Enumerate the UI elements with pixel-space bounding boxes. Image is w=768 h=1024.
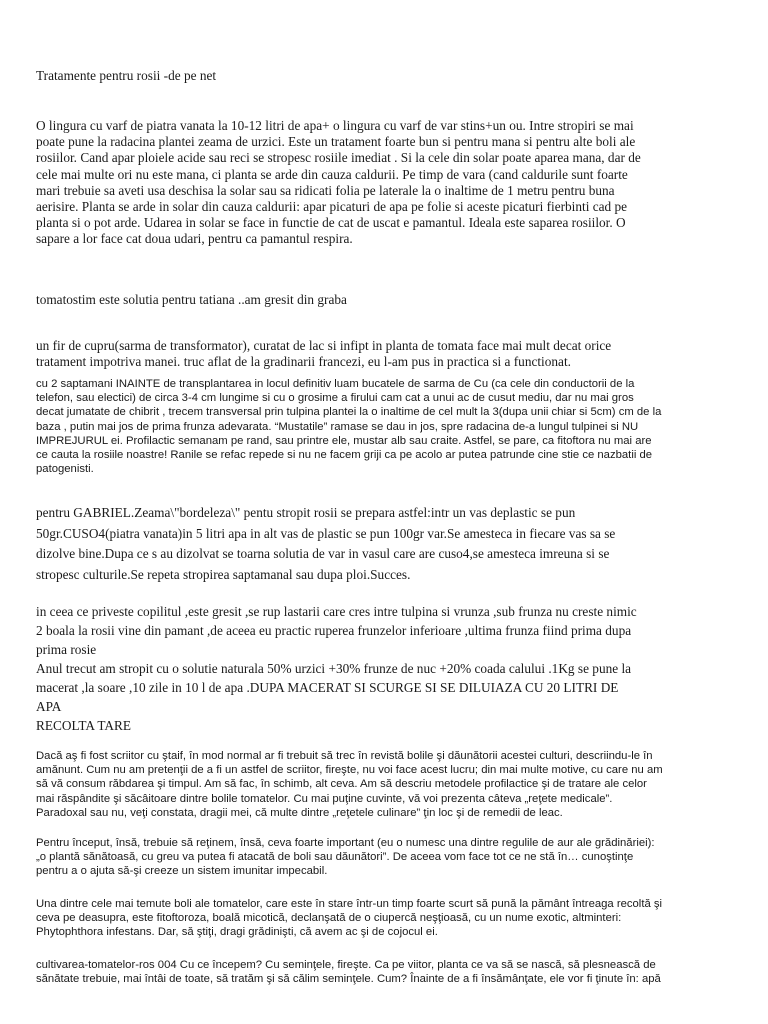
paragraph-zeama-bordeleza xyxy=(36,503,738,585)
text-line: Dacă aş fi fost scriitor cu ştaif, în mod normal ar fi trebuit să trec în revistă bolile şi dăunătorii acestei culturi, descriindu-le în xyxy=(36,750,653,762)
text-line: baza , putin mai jos de prima frunza adevarata. “Mustatile” ramase se dau in jos, spre radacina de-a lungul tulpinei si NU xyxy=(36,420,639,433)
text-line: Phytophthora infestans. Dar, să ştiţi, dragi grădinişti, că avem ac şi de cojocul ei. xyxy=(36,926,438,939)
paragraph-copilit xyxy=(36,602,738,735)
text-line: decat jumatate de chibrit , trecem transversal prin tulpina plantei la o inaltime de cel mult la 3(dupa unii chiar si 5cm) cm de la xyxy=(36,406,662,419)
text-line: pentru GABRIEL.Zeama\"bordeleza\" pentu stropit rosii se prepara astfel:intr un vas deplastic se pun xyxy=(36,505,576,520)
text-line: prima rosie xyxy=(36,642,97,657)
text-line: rosiilor. Cand apar ploiele acide sau reci se stropesc rosiile imediat . Si la cele din solar poate aparea mana, dar de xyxy=(36,150,641,166)
text-line: mai răspândite şi săcâitoare dintre bolile tomatelor. Cu mai puţine cuvinte, vă voi prezenta câteva „reţete medicale”. xyxy=(36,792,613,805)
text-line: ce cauta la rosiile noastre! Ranile se refac repede si nu ne facem griji ca pe acolo ar putea patrunde cine stie ce nazbatii de xyxy=(36,449,653,462)
text-line: tratament impotriva manei. truc aflat de la gradinarii francezi, eu l-am pus in practica si a functionat. xyxy=(36,354,571,370)
text-line: Anul trecut am stropit cu o solutie naturala 50% urzici +30% frunze de nuc +20% coada calului .1Kg se pune la xyxy=(36,661,632,676)
text-line: cu 2 saptamani INAINTE de transplantarea in locul definitiv luam bucatele de sarma de Cu (ca cele din conductorii de la xyxy=(36,378,635,390)
text-line: cele mai multe ori nu este mana, ci planta se arde din cauza caldurii. Pe timp de vara (cand caldurile sunt foarte xyxy=(36,166,628,182)
text-line: sănătate trebuie, mai întâi de toate, să tratăm şi să călim seminţele. Cum? Înainte de a fi însămânţate, ele vor fi ţinute în: apă xyxy=(36,973,661,986)
paragraph-scriitor xyxy=(36,749,738,820)
text-line: planta si o pot arde. Udarea in solar se face in functie de cat de uscat e pamantul. Ideala este saparea rosiilor. O xyxy=(36,215,626,231)
paragraph-piatra-vanata xyxy=(36,118,738,248)
text-line: IMPREJURUL ei. Profilactic semanam pe rand, sau printre ele, mustar alb sau craite. Astfel, se pare, ca fitoftora nu mai are xyxy=(36,434,652,447)
text-line: 2 boala la rosii vine din pamant ,de aceea eu practic ruperea frunzelor inferioare ,ultima frunza fiind prima dupa xyxy=(36,623,632,638)
text-line: 50gr.CUSO4(piatra vanata)in 5 litri apa in alt vas de plastic se pun 100gr var.Se amesteca in fiecare vas sa se xyxy=(36,525,616,541)
text-line: stropesc culturile.Se repeta stropirea saptamanal sau dupa ploi.Succes. xyxy=(36,566,411,582)
text-line: Paradoxal sau nu, veţi constata, dragii mei, că multe dintre „reţetele culinare” ţin loc şi de remedii de leac. xyxy=(36,806,563,819)
text-line: „o plantă sănătoasă, cu greu va putea fi atacată de boli sau dăunători”. De aceea vom face tot ce ne stă în… cunoştinţe xyxy=(36,851,634,864)
text-line: telefon, sau electici) de circa 3-4 cm lungime si cu o grosime a firului cam cat a unui ac de cusut mediu, dar nu mai gros xyxy=(36,392,634,405)
text-line: O lingura cu varf de piatra vanata la 10-12 litri de apa+ o lingura cu varf de var stins+un ou. Intre stropiri se mai xyxy=(36,118,634,133)
paragraph-pentru-inceput xyxy=(36,836,738,879)
text-line: mari trebuie sa aveti usa deschisa la solar sau sa ridicati folia pe laterale la o inaltime de 1 metru pentru buna xyxy=(36,182,615,198)
document-title: Tratamente pentru rosii -de pe net xyxy=(36,68,217,83)
text-line: dizolve bine.Dupa ce s au dizolvat se toarna solutia de var in vasul care are cuso4,se amesteca imreuna si se xyxy=(36,546,610,561)
text-line: pentru a o ajuta să-şi creeze un sistem imunitar impecabil. xyxy=(36,865,328,878)
paragraph-fitoftoroza xyxy=(36,897,738,940)
paragraph-cultivarea xyxy=(36,958,738,986)
text-line: tomatostim este solutia pentru tatiana ..am gresit din graba xyxy=(36,292,347,307)
text-line: macerat ,la soare ,10 zile in 10 l de apa .DUPA MACERAT SI SCURGE SI SE DILUIAZA CU 20 LITRI DE xyxy=(36,680,619,695)
text-line: cultivarea-tomatelor-ros 004 Cu ce începem? Cu seminţele, fireşte. Ca pe viitor, planta ce va să se nască, să plesnească de xyxy=(36,959,656,971)
text-line: poate pune la radacina plantei zeama de urzici. Este un tratament foarte bun si pentru mana si pentru alte boli ale xyxy=(36,134,636,150)
paragraph-sarma-cu xyxy=(36,377,738,476)
text-line: Pentru început, însă, trebuie să reţinem, însă, ceva foarte important (eu o numesc una dintre regulile de aur ale grădinăriei): xyxy=(36,837,655,849)
text-line: APA xyxy=(36,699,62,714)
text-line: un fir de cupru(sarma de transformator), curatat de lac si infipt in planta de tomata face mai mult decat orice xyxy=(36,338,612,353)
paragraph-fir-cupru xyxy=(36,338,738,370)
text-line: să vă consum răbdarea şi timpul. Am să fac, în schimb, alt ceva. Am să descriu metodele profilactice şi de tratare ale celor xyxy=(36,778,647,791)
text-line: amănunt. Cum nu am pretenţii de a fi un astfel de scriitor, fireşte, nu voi face acest lucru; din mai multe motive, cu care nu am xyxy=(36,764,663,777)
text-line: aerisire. Planta se arde in solar din cauza caldurii: apar picaturi de apa pe folie si aceste picaturi fierbinti cad pe xyxy=(36,199,628,215)
text-line: RECOLTA TARE xyxy=(36,718,132,733)
text-line: patogenisti. xyxy=(36,463,94,476)
text-line: ceva pe deasupra, este fitoftoroza, boală micotică, declanşată de o ciupercă neşţioasă, cu un nume exotic, altminteri: xyxy=(36,912,622,925)
text-line: Una dintre cele mai temute boli ale tomatelor, care este în stare într-un timp foarte scurt să pună la pământ întreaga recoltă şi xyxy=(36,898,663,910)
text-line: sapare a lor face cat doua udari, pentru ca pamantul respira. xyxy=(36,231,353,247)
paragraph-tomatostim xyxy=(36,292,738,308)
text-line: in ceea ce priveste copilitul ,este gresit ,se rup lastarii care cres intre tulpina si vrunza ,sub frunza nu creste nimic xyxy=(36,604,637,619)
